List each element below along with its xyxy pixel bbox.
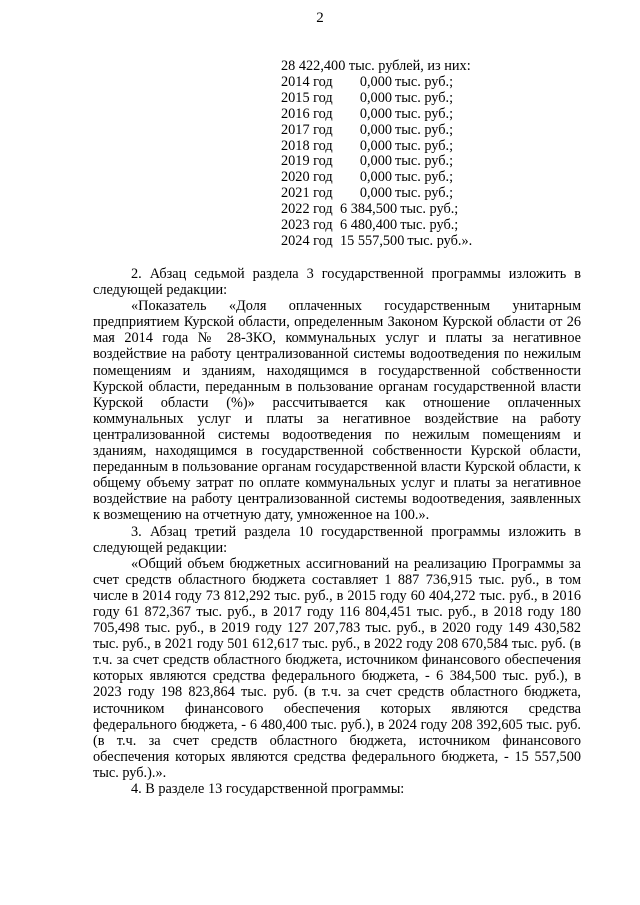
schedule-unit: тыс. руб.; [395, 121, 454, 138]
schedule-year: 2019 год [281, 153, 333, 170]
schedule-row [281, 234, 471, 250]
schedule-row [281, 202, 471, 218]
schedule-amount [341, 170, 471, 186]
funding-schedule [281, 59, 471, 250]
schedule-amount [341, 123, 471, 139]
schedule-amount [341, 75, 471, 91]
schedule-row [281, 154, 471, 170]
schedule-row [281, 218, 471, 234]
schedule-rows [281, 75, 471, 250]
schedule-year: 2021 год [281, 185, 333, 202]
schedule-row [281, 123, 471, 139]
item-3-text: «Общий объем бюджетных ассигнований на реализацию Программы за счет средств областного бюджета составляет 1 887 736,915 тыс. руб., в том числе в 2014 году 73 812,292 тыс. руб., в 2015 году 60 404,272 тыс. руб., в 2016 году 61 872,367 тыс. руб., в 2017 году 116 804,451 тыс. руб., в 2018 году 180 705,498 тыс. руб., в 2019 году 127 207,783 тыс. руб., в 2020 году 149 430,582 тыс. руб., в 2021 году 501 612,617 тыс. руб., в 2022 году 208 670,584 тыс. руб. (в т.ч. за счет средств областного бюджета, источником финансового обеспечения которых являются средства федерального бюджета, - 6 384,500 тыс. руб.), в 2023 году 198 823,864 тыс. руб. (в т.ч. за счет средств областного бюджета, источником финансового обеспечения которых являются средства федерального бюджета, - 6 480,400 тыс. руб.), в 2024 году 208 392,605 тыс. руб. (в т.ч. за счет средств областного бюджета, источником финансового обеспечения которых являются средства федерального бюджета, - 15 557,500 тыс. руб.).». [93, 555, 581, 781]
schedule-amount-value: 6 480,400 [340, 217, 398, 234]
schedule-row [281, 107, 471, 123]
schedule-amount-value: 0,000 [359, 169, 392, 186]
schedule-unit: тыс. руб.; [395, 137, 454, 154]
schedule-amount-value: 6 384,500 [340, 201, 398, 218]
schedule-year: 2020 год [281, 169, 333, 186]
schedule-unit: тыс. руб.; [395, 105, 454, 122]
schedule-total: 28 422,400 тыс. рублей, из них: [281, 58, 471, 74]
schedule-year: 2023 год [281, 217, 333, 234]
schedule-year: 2018 год [281, 137, 333, 154]
schedule-amount-value: 0,000 [359, 185, 392, 202]
schedule-row [281, 139, 471, 155]
item-3-heading: 3. Абзац третий раздела 10 государственной программы изложить в следующей редакции: [93, 523, 581, 556]
schedule-row [281, 91, 471, 107]
page-number: 2 [316, 10, 324, 26]
schedule-amount-value: 0,000 [359, 89, 392, 106]
schedule-unit: тыс. руб.; [400, 201, 459, 218]
schedule-amount [340, 218, 470, 234]
schedule-amount [341, 154, 471, 170]
schedule-amount-value: 15 557,500 [340, 232, 405, 249]
schedule-amount [341, 107, 471, 123]
document-body [93, 266, 581, 797]
schedule-unit: тыс. руб.; [395, 169, 454, 186]
schedule-unit: тыс. руб.; [400, 217, 459, 234]
schedule-year: 2017 год [281, 121, 333, 138]
item-2-text: «Показатель «Доля оплаченных государственным унитарным предприятием Курской области, определенным Законом Курской области от 26 мая 2014 года № 28-ЗКО, коммунальных услуг и платы за негативное воздействие на работу централизованной системы водоотведения по нежилым помещениям и зданиям, находящимся в государственной собственности Курской области, переданным в пользование органам государственной власти Курской области (%)» рассчитывается как отношение оплаченных коммунальных услуг и платы за негативное воздействие на работу централизованной системы водоотведения по нежилым помещениям и зданиям, находящимся в государственной собственности Курской области, переданным в пользование органам государственной власти Курской области, к общему объему затрат по оплате коммунальных услуг и платы за негативное воздействие на работу централизованной системы водоотведения, заявленных к возмещению на отчетную дату, умноженное на 100.». [93, 298, 581, 524]
schedule-amount-value: 0,000 [359, 137, 392, 154]
schedule-unit: тыс. руб.; [395, 153, 454, 170]
schedule-amount [341, 139, 471, 155]
schedule-unit: тыс. руб.; [395, 73, 454, 90]
schedule-unit: тыс. руб.; [395, 185, 454, 202]
schedule-amount [340, 232, 473, 250]
schedule-amount [341, 91, 471, 107]
schedule-row [281, 75, 471, 91]
schedule-amount-value: 0,000 [359, 121, 392, 138]
schedule-year: 2016 год [281, 105, 333, 122]
schedule-row [281, 186, 471, 202]
item-2-heading: 2. Абзац седьмой раздела 3 государственной программы изложить в следующей редакции: [93, 266, 581, 299]
schedule-year: 2015 год [281, 89, 333, 106]
schedule-amount [340, 202, 470, 218]
schedule-amount [341, 186, 471, 202]
schedule-amount-value: 0,000 [359, 73, 392, 90]
schedule-unit: тыс. руб.; [395, 89, 454, 106]
schedule-unit: тыс. руб.». [407, 232, 473, 249]
schedule-amount-value: 0,000 [359, 153, 392, 170]
item-4-heading: 4. В разделе 13 государственной программы: [131, 781, 405, 797]
schedule-amount-value: 0,000 [359, 105, 392, 122]
schedule-row [281, 170, 471, 186]
schedule-year: 2024 год [281, 232, 333, 249]
schedule-year: 2014 год [281, 73, 333, 90]
schedule-year: 2022 год [281, 201, 333, 218]
